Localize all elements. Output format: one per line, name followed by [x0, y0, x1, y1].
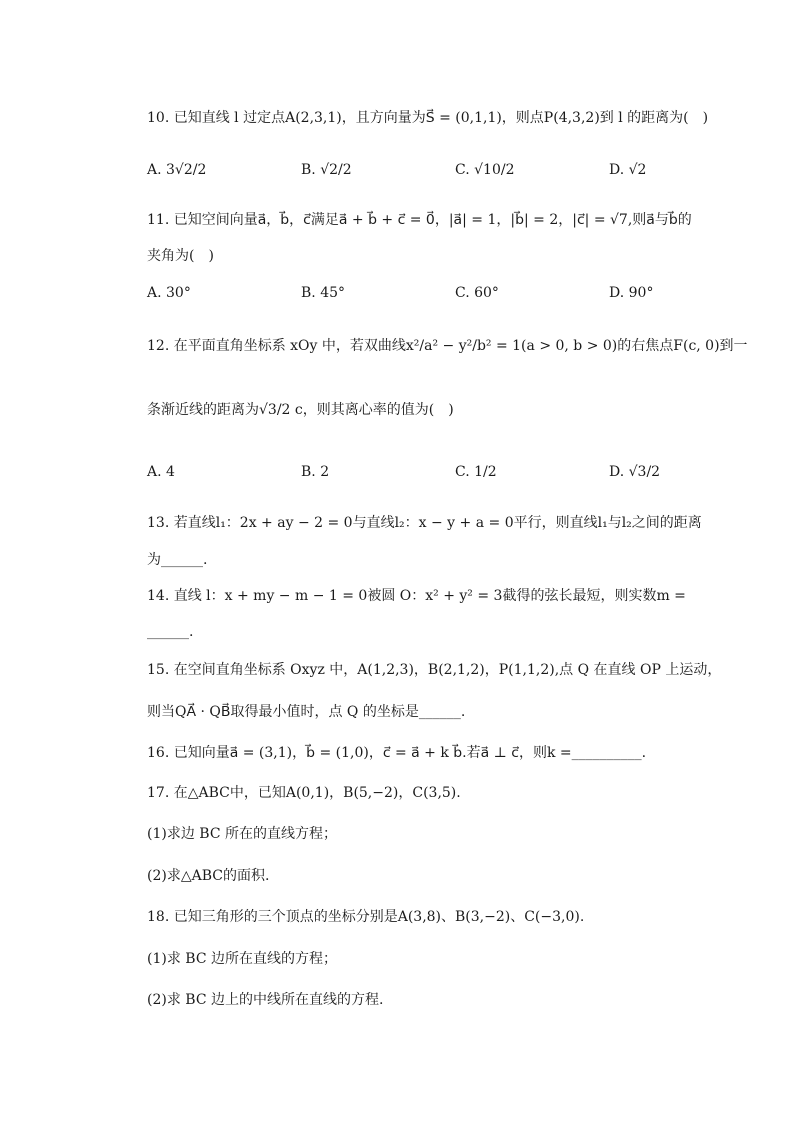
question-12-line-2: 条渐近线的距离为√3/2 c，则其离心率的值为( )	[147, 402, 454, 418]
question-16-text: 16. 已知向量a⃗ = (3,1)，b⃗ = (1,0)，c⃗ = a⃗ + k b⃗.若a⃗ ⊥ c⃗，则k =__________.	[147, 745, 647, 761]
question-17-text: 17. 在△ABC中，已知A(0,1)，B(5,−2)，C(3,5).	[147, 785, 461, 801]
question-11-option-b: B. 45°	[301, 285, 346, 301]
question-12-option-a: A. 4	[147, 464, 175, 480]
question-13-line-1: 13. 若直线l₁：2x + ay − 2 = 0与直线l₂：x − y + a = 0平行，则直线l₁与l₂之间的距离	[147, 515, 702, 531]
question-12-option-c: C. 1/2	[455, 464, 497, 480]
question-13-line-2: 为______.	[147, 552, 208, 568]
question-11-line-2: 夹角为( )	[147, 248, 214, 264]
question-11-line-1: 11. 已知空间向量a⃗，b⃗，c⃗满足a⃗ + b⃗ + c⃗ = 0⃗，|a⃗| = 1，|b⃗| = 2，|c⃗| = √7,则a⃗与b⃗的	[147, 212, 692, 228]
question-10-option-a: A. 3√2/2	[147, 162, 207, 178]
question-15-line-2: 则当QA⃗ · QB⃗取得最小值时，点 Q 的坐标是______.	[147, 704, 466, 720]
question-18-sub-2: (2)求 BC 边上的中线所在直线的方程.	[147, 992, 384, 1008]
question-10-option-b: B. √2/2	[301, 162, 352, 178]
question-18-sub-1: (1)求 BC 边所在直线的方程；	[147, 951, 337, 967]
question-17-sub-2: (2)求△ABC的面积.	[147, 868, 270, 884]
question-11-option-d: D. 90°	[609, 285, 654, 301]
question-12-option-d: D. √3/2	[609, 464, 661, 480]
question-17-sub-1: (1)求边 BC 所在的直线方程；	[147, 826, 337, 842]
question-10-text: 10. 已知直线 l 过定点A(2,3,1)，且方向量为S⃗ = (0,1,1)，则点P(4,3,2)到 l 的距离为( )	[147, 110, 709, 126]
question-10-option-d: D. √2	[609, 162, 647, 178]
question-11-option-a: A. 30°	[147, 285, 191, 301]
question-12-line-1: 12. 在平面直角坐标系 xOy 中，若双曲线x²/a² − y²/b² = 1(a > 0, b > 0)的右焦点F(c, 0)到一	[147, 338, 748, 354]
question-10-option-c: C. √10/2	[455, 162, 515, 178]
question-18-text: 18. 已知三角形的三个顶点的坐标分别是A(3,8)、B(3,−2)、C(−3,0).	[147, 909, 585, 925]
question-11-option-c: C. 60°	[455, 285, 499, 301]
question-14-line-2: ______.	[147, 624, 194, 640]
question-15-line-1: 15. 在空间直角坐标系 Oxyz 中，A(1,2,3)，B(2,1,2)，P(1,1,2),点 Q 在直线 OP 上运动，	[147, 662, 722, 678]
question-14-line-1: 14. 直线 l：x + my − m − 1 = 0被圆 O：x² + y² = 3截得的弦长最短，则实数m =	[147, 588, 686, 604]
question-12-option-b: B. 2	[301, 464, 330, 480]
